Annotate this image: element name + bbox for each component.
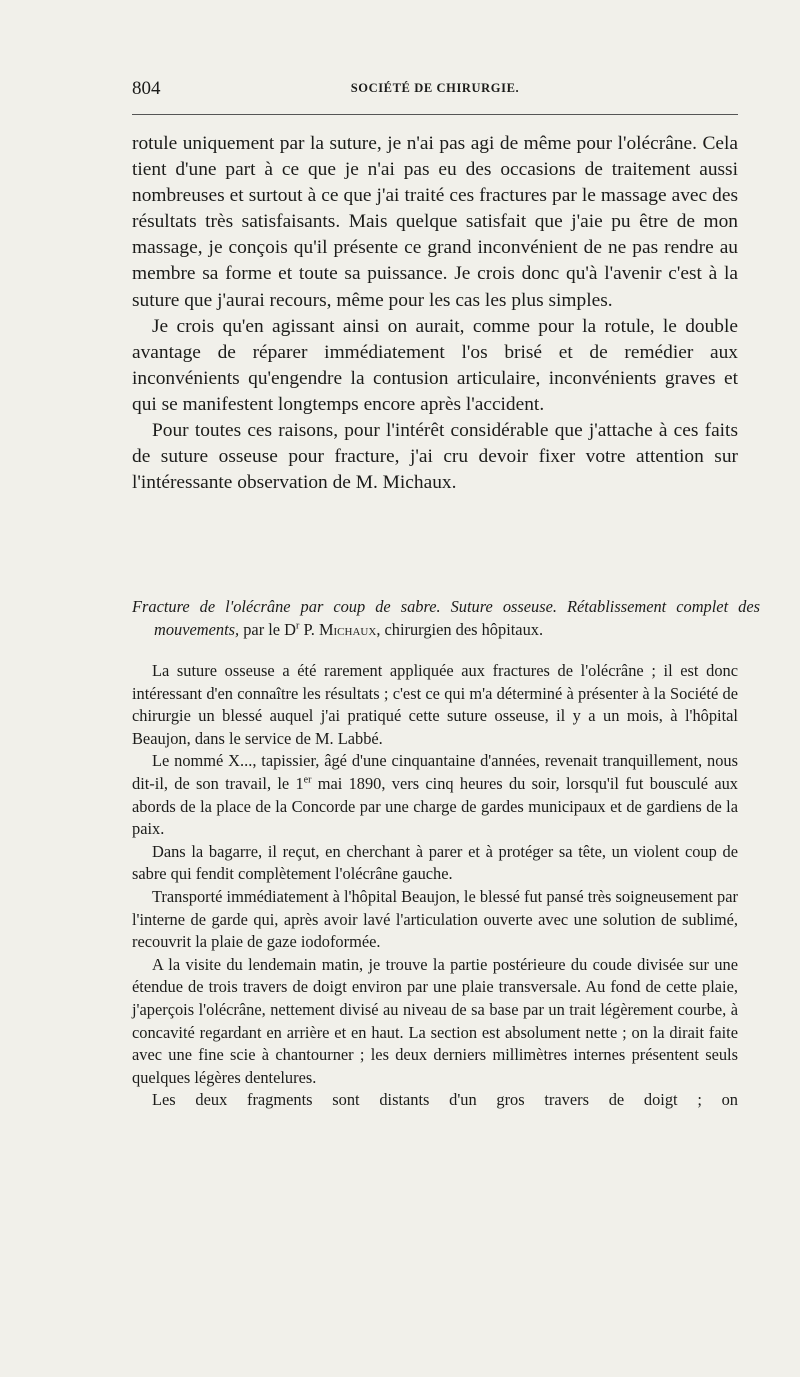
header-rule xyxy=(132,114,738,115)
paragraph-toutes-ces-raisons: Pour toutes ces raisons, pour l'intérêt considérable que j'attache à ces faits de suture osseuse pour fracture, j'ai cru devoir fixer votre attention sur l'intéressante observation de M. Michaux. xyxy=(132,420,738,494)
paragraph-le-nomme xyxy=(132,750,738,840)
article-byline: par le D xyxy=(239,619,297,639)
doctor-abbrev-sup: r xyxy=(296,620,300,632)
p2-text-b: mai 1890, vers cinq heures du soir, lorsqu'il fut bousculé aux abords de la place de la Concorde par une charge de gardes municipaux et de gardiens de la paix. xyxy=(132,773,738,839)
paragraph-fragments: Les deux fragments sont distants d'un gros travers de doigt ; on xyxy=(152,1090,738,1110)
article-author: P. Michaux xyxy=(299,619,377,639)
paragraph-double-avantage: Je crois qu'en agissant ainsi on aurait, comme pour la rotule, le double avantage de réparer immédiatement l'os brisé et de remédier aux inconvénients qu'engendre la contusion articulaire, inconvénients graves et qui se manifestent longtemps encore après l'accident. xyxy=(132,315,738,415)
p2-text-a: Le nommé X..., tapissier, âgé d'une cinquantaine d'années, revenait tranquillement, nous dit-il, de son travail, le 1 xyxy=(132,751,738,793)
paragraph-transporte: Transporté immédiatement à l'hôpital Beaujon, le blessé fut pansé très soigneusement par l'interne de garde qui, après avoir lavé l'articulation ouverte avec une solution de sublimé, recouvrit la plaie de gaze iodoformée. xyxy=(132,886,738,952)
p2-sup: er xyxy=(303,774,312,786)
article-title xyxy=(132,596,760,641)
article-title-text: Fracture de l'olécrâne par coup de sabre. Suture osseuse. Rétablissement complet des mouvements, xyxy=(132,597,760,639)
paragraph-bagarre: Dans la bagarre, il reçut, en cherchant à parer et à protéger sa tête, un violent coup de sabre qui fendit complètement l'olécrâne gauche. xyxy=(132,841,738,884)
article-affiliation: , chirurgien des hôpitaux. xyxy=(376,619,544,639)
page-header xyxy=(132,78,738,102)
paragraph-suture-olecrane: rotule uniquement par la suture, je n'ai pas agi de même pour l'olécrâne. Cela tient d'une part à ce que je n'ai pas eu des occasions de traitement aussi nombreuses et surtout à ce que j'ai traité ces fractures par le massage avec des résultats très satisfaisants. Mais quelque satisfait que j'aie pu être de mon massage, je conçois qu'il présente ce grand inconvénient de ne pas rendre au membre sa forme et toute sa puissance. Je crois donc qu'à l'avenir c'est à la suture que j'aurai recours, même pour les cas les plus simples. xyxy=(132,133,738,311)
speech-continuation xyxy=(132,131,738,496)
running-title: SOCIÉTÉ DE CHIRURGIE. xyxy=(350,81,520,95)
paragraph-visite: A la visite du lendemain matin, je trouve la partie postérieure du coude divisée sur une étendue de trois travers de doigt environ par une plaie transversale. Au fond de cette plaie, j'aperçois l'olécrâne, nettement divisé au niveau de sa base par un trait légèrement courbe, à concavité regardant en arrière et en haut. La section est absolument nette ; on la dirait faite avec une fine scie à chantourner ; les deux derniers millimètres internes présentent seuls quelques légères dentelures. xyxy=(132,954,738,1087)
page-number: 804 xyxy=(132,78,161,99)
observation-text xyxy=(132,660,738,1112)
paragraph-suture-osseuse: La suture osseuse a été rarement appliquée aux fractures de l'olécrâne ; il est donc intéressant d'en connaître les résultats ; c'est ce qui m'a déterminé à présenter à la Société de chirurgie un blessé auquel j'ai pratiqué cette suture osseuse, il y a un mois, à l'hôpital Beaujon, dans le service de M. Labbé. xyxy=(132,661,738,748)
